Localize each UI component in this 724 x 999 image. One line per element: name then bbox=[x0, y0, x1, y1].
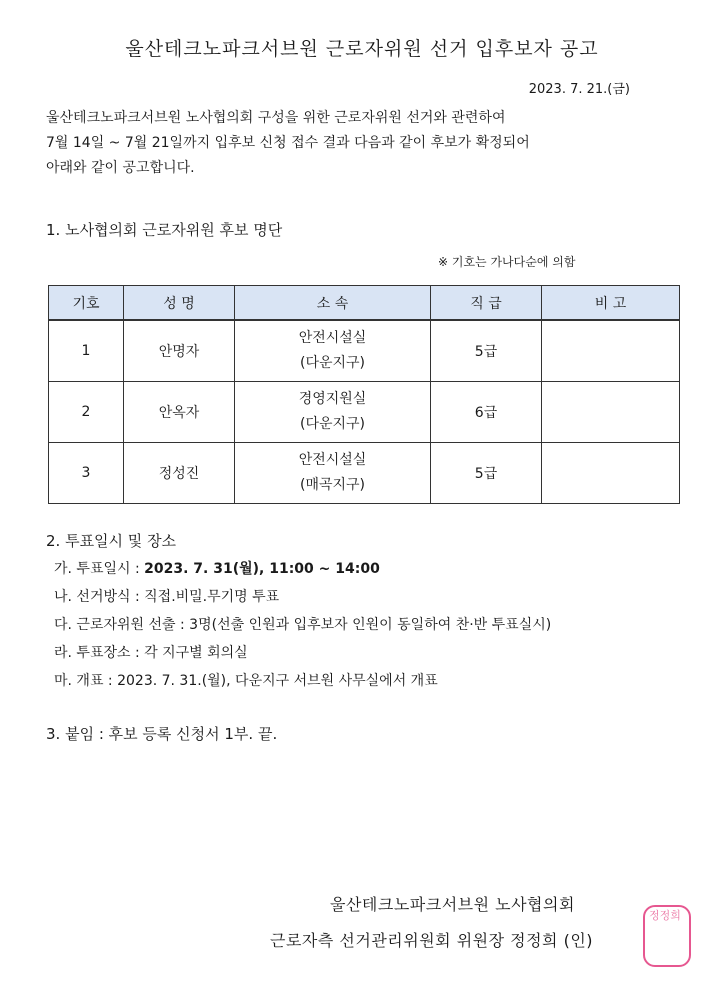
item-label: 라. 투표장소 : bbox=[54, 645, 145, 661]
section-1-heading: 1. 노사협의회 근로자위원 후보 명단 bbox=[46, 221, 283, 239]
item-value: 각 지구별 회의실 bbox=[144, 645, 248, 661]
item-label: 나. 선거방식 : bbox=[54, 589, 145, 605]
item-value: 직접.비밀.무기명 투표 bbox=[144, 589, 280, 605]
intro-paragraph bbox=[46, 106, 686, 181]
candidate-no: 2 bbox=[49, 382, 124, 443]
column-header-remark: 비 고 bbox=[542, 286, 680, 321]
candidate-area: (매곡지구) bbox=[299, 477, 366, 493]
list-item bbox=[54, 558, 551, 586]
list-item bbox=[54, 670, 551, 698]
list-item bbox=[54, 614, 551, 642]
candidate-no: 1 bbox=[49, 320, 124, 382]
page-title: 울산테크노파크서브원 근로자위원 선거 입후보자 공고 bbox=[125, 38, 599, 60]
candidate-dept: 안전시설실 bbox=[298, 330, 367, 346]
candidate-remark bbox=[542, 320, 680, 382]
column-header-name: 성 명 bbox=[124, 286, 235, 321]
column-header-grade: 직 급 bbox=[431, 286, 542, 321]
candidate-name: 정성진 bbox=[124, 443, 235, 504]
candidate-dept: 안전시설실 bbox=[298, 452, 367, 468]
table-row bbox=[49, 382, 680, 443]
candidate-area: (다운지구) bbox=[299, 416, 366, 432]
column-header-no: 기호 bbox=[49, 286, 124, 321]
table-row bbox=[49, 443, 680, 504]
candidate-name: 안명자 bbox=[124, 320, 235, 382]
candidate-dept-cell bbox=[235, 382, 431, 443]
candidate-name: 안옥자 bbox=[124, 382, 235, 443]
intro-line: 울산테크노파크서브원 노사협의회 구성을 위한 근로자위원 선거와 관련하여 bbox=[46, 110, 506, 126]
signature-chair: 근로자측 선거관리위원회 위원장 정정희 (인) bbox=[270, 931, 594, 950]
candidate-table bbox=[48, 285, 680, 504]
item-value: 3명(선출 인원과 입후보자 인원이 동일하여 찬·반 투표실시) bbox=[189, 617, 552, 633]
candidate-grade: 5급 bbox=[431, 320, 542, 382]
candidate-grade: 5급 bbox=[431, 443, 542, 504]
table-header-row bbox=[49, 286, 680, 321]
candidate-dept-cell bbox=[235, 443, 431, 504]
notice-date: 2023. 7. 21.(금) bbox=[528, 82, 630, 97]
signature-organization: 울산테크노파크서브원 노사협의회 bbox=[330, 895, 575, 914]
candidate-no: 3 bbox=[49, 443, 124, 504]
candidate-dept-cell bbox=[235, 320, 431, 382]
list-item bbox=[54, 586, 551, 614]
candidate-grade: 6급 bbox=[431, 382, 542, 443]
section-3-heading: 3. 붙임 : 후보 등록 신청서 1부. 끝. bbox=[46, 725, 278, 743]
section-2-heading: 2. 투표일시 및 장소 bbox=[46, 532, 177, 550]
candidate-area: (다운지구) bbox=[299, 355, 366, 371]
table-row bbox=[49, 320, 680, 382]
ordering-note: ※ 기호는 가나다순에 의함 bbox=[438, 255, 576, 269]
item-value: 2023. 7. 31.(월), 다운지구 서브원 사무실에서 개표 bbox=[117, 673, 438, 689]
candidate-remark bbox=[542, 443, 680, 504]
item-label: 다. 근로자위원 선출 : bbox=[54, 617, 190, 633]
list-item bbox=[54, 642, 551, 670]
candidate-remark bbox=[542, 382, 680, 443]
vote-details-list bbox=[54, 558, 551, 698]
candidate-dept: 경영지원실 bbox=[298, 391, 367, 407]
official-seal-text: 정정희 bbox=[649, 909, 681, 922]
column-header-dept: 소 속 bbox=[235, 286, 431, 321]
item-label: 가. 투표일시 : bbox=[54, 561, 145, 577]
item-label: 마. 개표 : bbox=[54, 673, 118, 689]
item-value: 2023. 7. 31(월), 11:00 ~ 14:00 bbox=[144, 561, 380, 577]
intro-line: 7월 14일 ~ 7월 21일까지 입후보 신청 접수 결과 다음과 같이 후보가 확정되어 bbox=[46, 135, 530, 151]
intro-line: 아래와 같이 공고합니다. bbox=[46, 160, 195, 176]
